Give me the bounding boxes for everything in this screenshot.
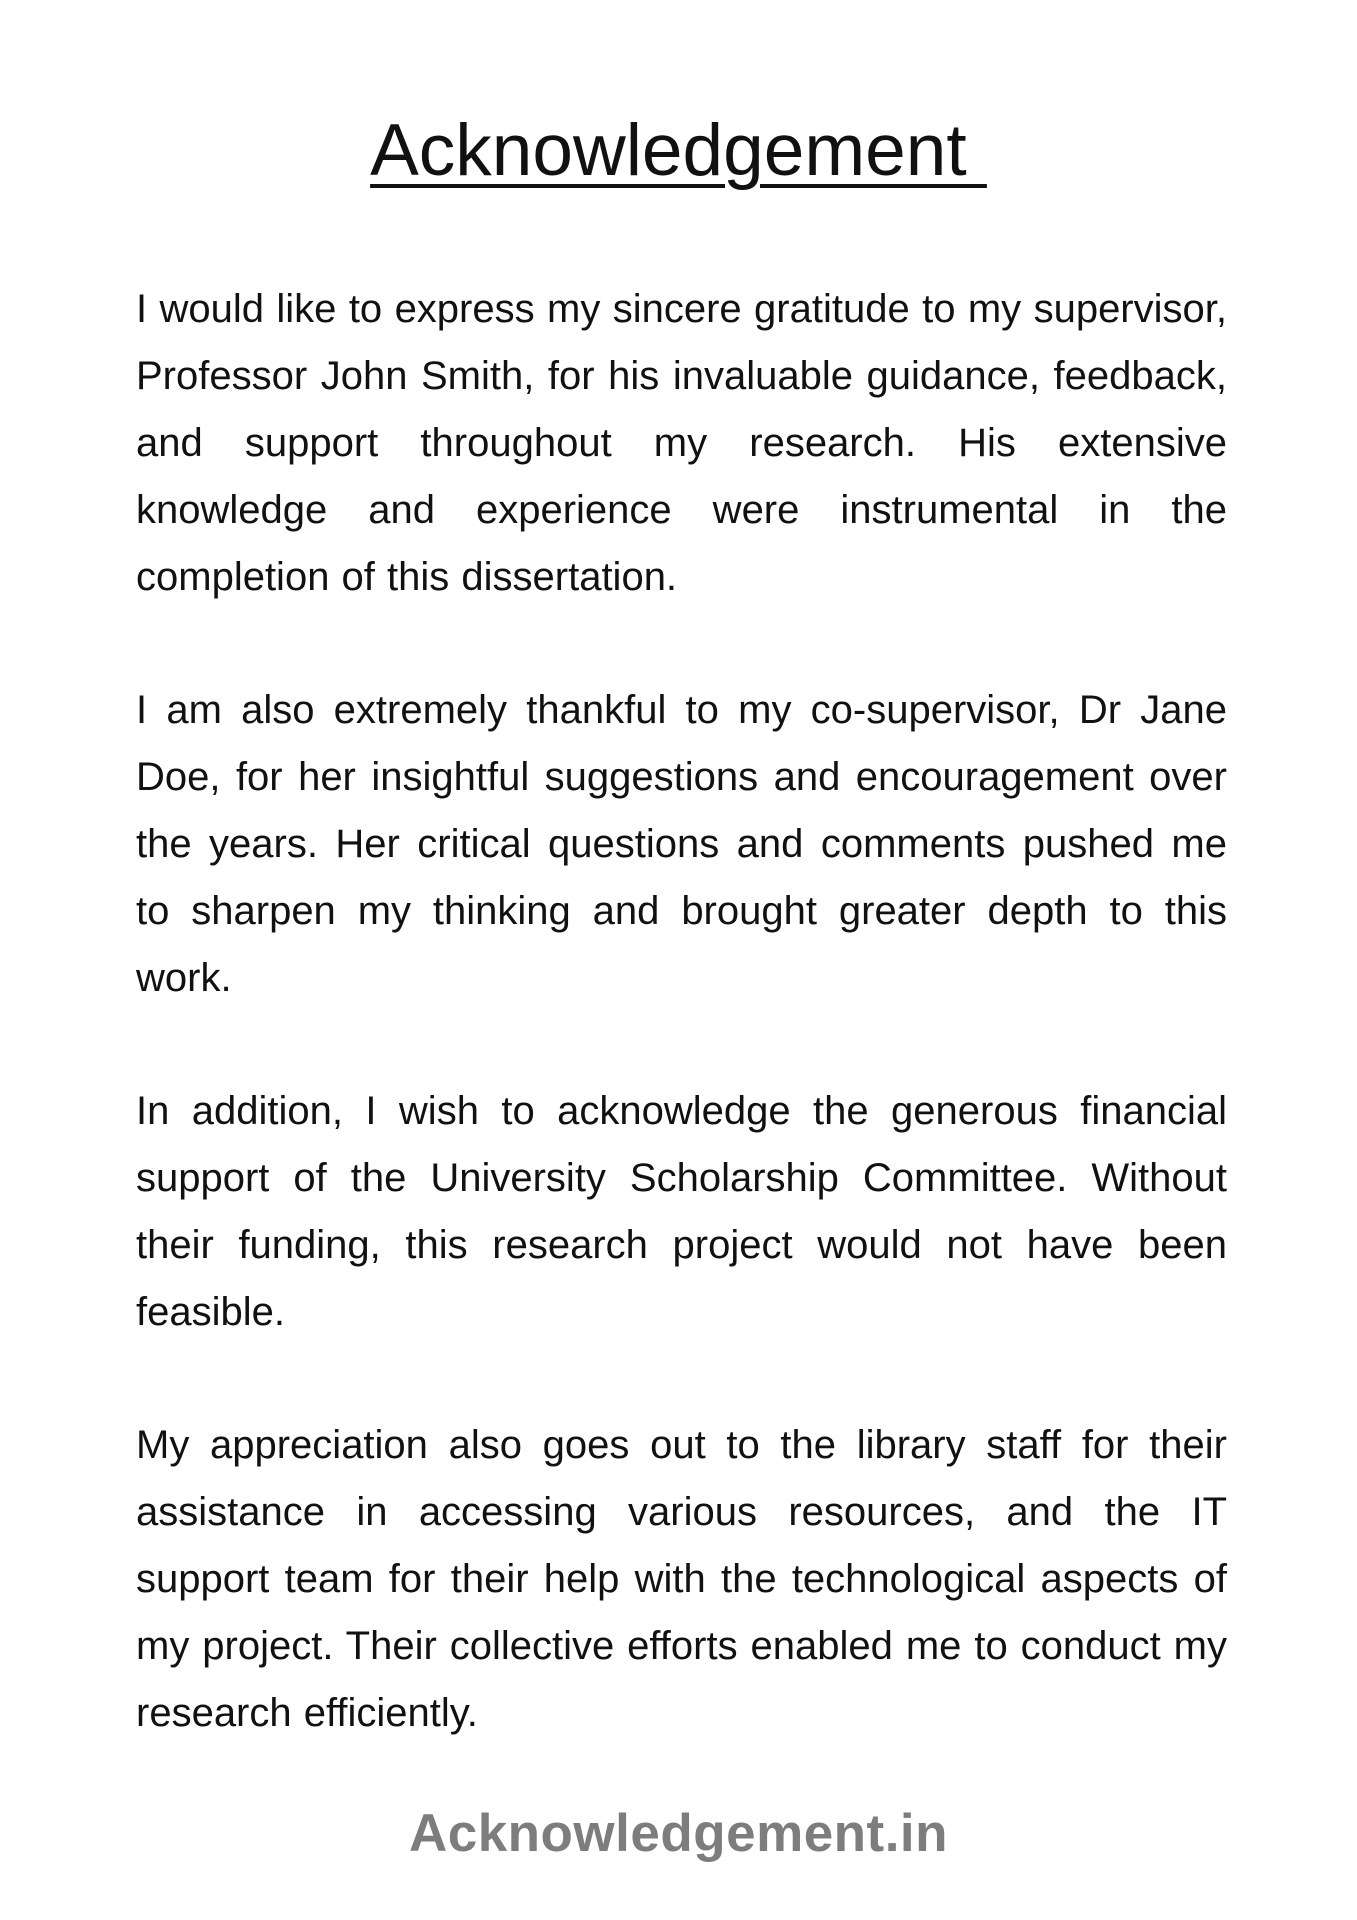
page-title <box>0 108 1357 194</box>
paragraph-funding: In addition, I wish to acknowledge the generous financial support of the University Scholarship Committee. Without their funding, this research project would not have been feasible. <box>136 1089 1227 1334</box>
document-body <box>136 276 1227 1813</box>
watermark-footer: Acknowledgement.in <box>408 1804 949 1863</box>
page-title-text: Acknowledgement <box>370 110 987 191</box>
paragraph-supervisor: I would like to express my sincere gratitude to my supervisor, Professor John Smith, for his invaluable guidance, feedback, and support throughout my research. His extensive knowledge and experience were instrumental in the completion of this dissertation. <box>136 287 1227 599</box>
paragraph-co-supervisor: I am also extremely thankful to my co-supervisor, Dr Jane Doe, for her insightful suggestions and encouragement over the years. Her critical questions and comments pushed me to sharpen my thinking and brought greater depth to this work. <box>136 688 1227 1000</box>
paragraph-staff: My appreciation also goes out to the library staff for their assistance in accessing various resources, and the IT support team for their help with the technological aspects of my project. Their collective efforts enabled me to conduct my research efficiently. <box>136 1423 1227 1735</box>
